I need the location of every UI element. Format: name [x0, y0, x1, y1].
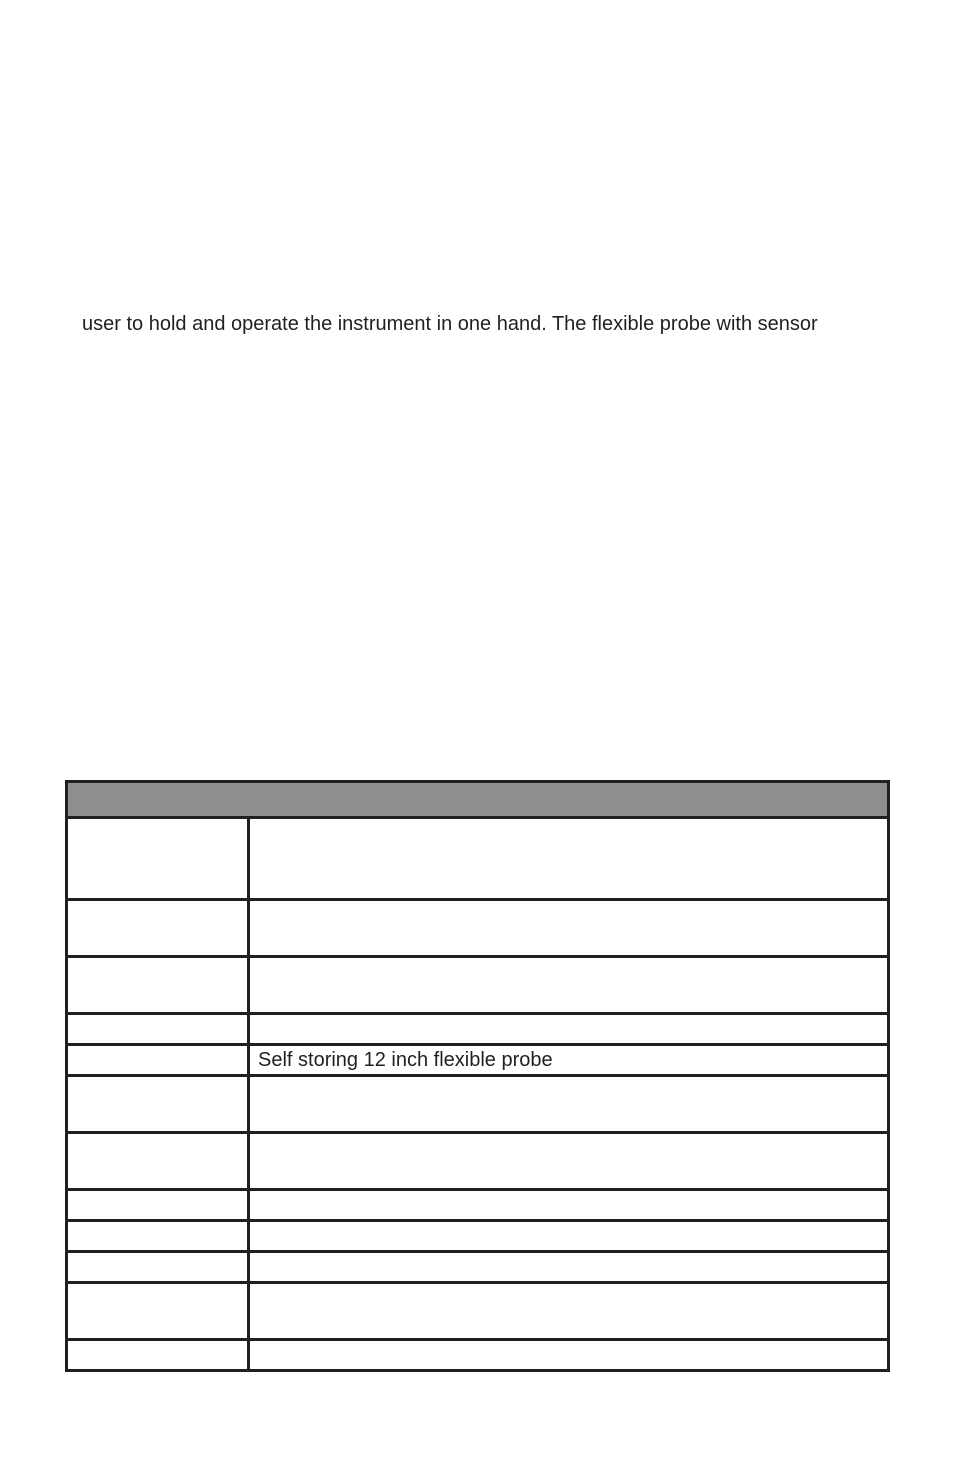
- spec-label-cell: [67, 1340, 249, 1371]
- table-header-row: [67, 782, 889, 818]
- spec-label-cell: [67, 1076, 249, 1133]
- spec-value-cell: [249, 1340, 889, 1371]
- spec-value-cell: [249, 1252, 889, 1283]
- spec-label-cell: [67, 1133, 249, 1190]
- table-row: [67, 1252, 889, 1283]
- spec-value-cell: [249, 818, 889, 900]
- spec-value-cell: Self storing 12 inch flexible probe: [249, 1045, 889, 1076]
- spec-value-cell: [249, 1076, 889, 1133]
- spec-value-cell: [249, 957, 889, 1014]
- spec-value-cell: [249, 1014, 889, 1045]
- spec-label-cell: [67, 1190, 249, 1221]
- spec-label-cell: [67, 1252, 249, 1283]
- table-row: [67, 1190, 889, 1221]
- spec-label-cell: [67, 957, 249, 1014]
- table-row: [67, 957, 889, 1014]
- table-row: [67, 1283, 889, 1340]
- spec-value-cell: [249, 1221, 889, 1252]
- table-row: [67, 818, 889, 900]
- table-row: [67, 1133, 889, 1190]
- spec-value-cell: [249, 1133, 889, 1190]
- table-row: [67, 1340, 889, 1371]
- table-row: [67, 1045, 889, 1076]
- table-row: [67, 1221, 889, 1252]
- spec-label-cell: [67, 900, 249, 957]
- spec-value-cell: [249, 900, 889, 957]
- spec-label-cell: [67, 1014, 249, 1045]
- table-row: [67, 1014, 889, 1045]
- body-text-line: user to hold and operate the instrument in one hand. The flexible probe with sensor: [82, 313, 818, 335]
- table-body: [67, 818, 889, 1371]
- spec-label-cell: [67, 1045, 249, 1076]
- spec-value-cell: [249, 1190, 889, 1221]
- table-header-cell: [67, 782, 889, 818]
- specifications-table: [65, 780, 890, 1372]
- table-row: [67, 1076, 889, 1133]
- spec-label-cell: [67, 1283, 249, 1340]
- spec-value-cell: [249, 1283, 889, 1340]
- spec-label-cell: [67, 818, 249, 900]
- table-row: [67, 900, 889, 957]
- spec-label-cell: [67, 1221, 249, 1252]
